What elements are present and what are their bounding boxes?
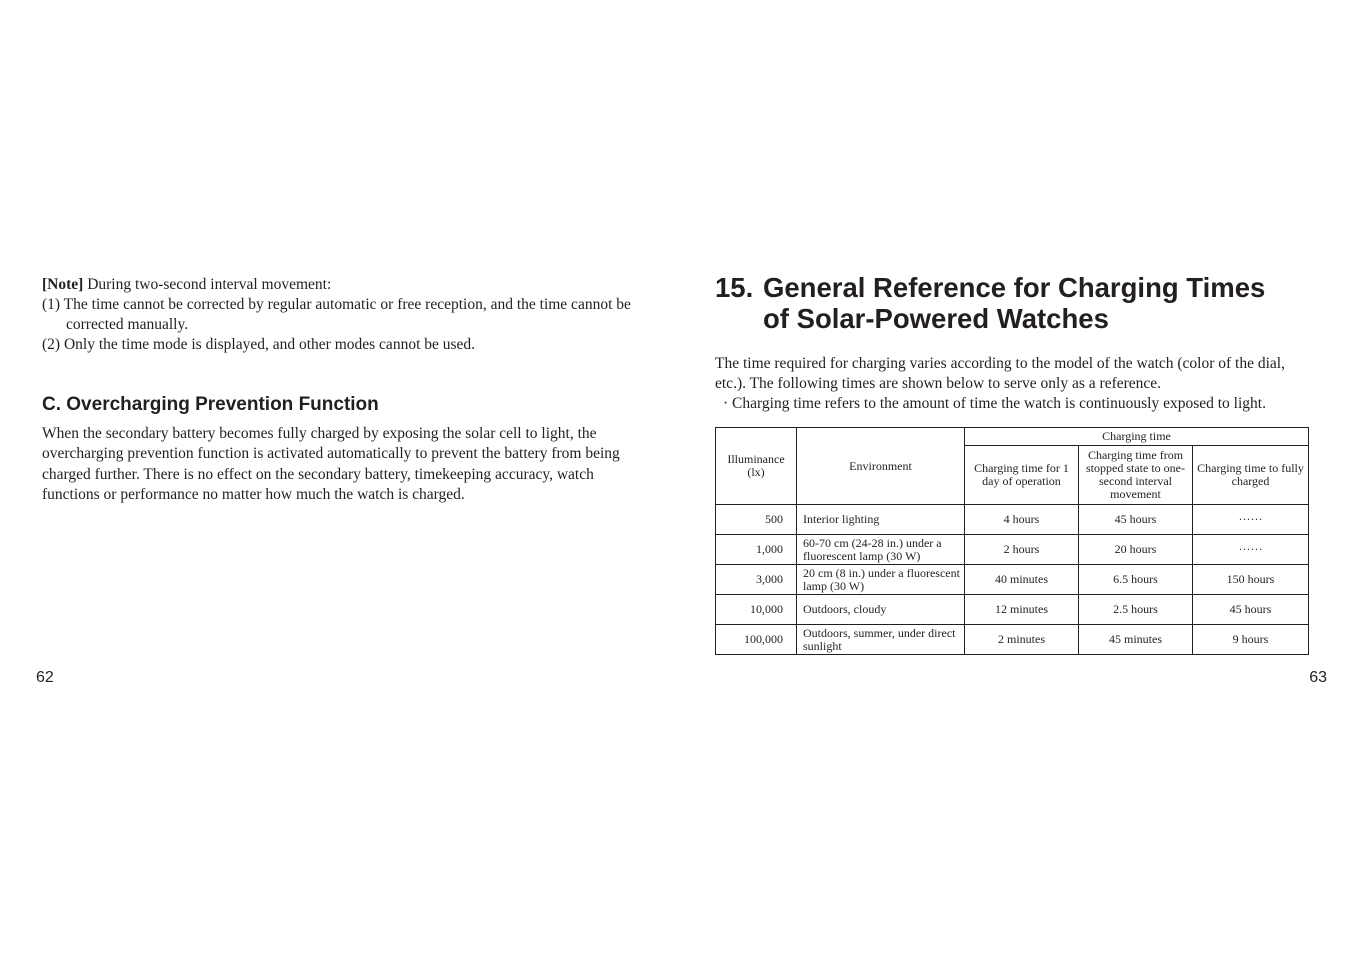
cell-one-day: 40 minutes (965, 565, 1079, 595)
chapter-title (715, 272, 1335, 334)
note-intro (42, 275, 642, 295)
cell-from-stopped: 20 hours (1079, 535, 1193, 565)
table-row (716, 625, 1309, 655)
cell-environment: Outdoors, cloudy (797, 595, 965, 625)
note-item-1: (1) The time cannot be corrected by regular automatic or free reception, and the time cannot be corrected manually. (42, 296, 631, 333)
cell-illuminance: 100,000 (716, 625, 797, 655)
cell-environment: Outdoors, summer, under direct sunlight (797, 625, 965, 655)
cell-illuminance: 3,000 (716, 565, 797, 595)
cell-from-stopped: 2.5 hours (1079, 595, 1193, 625)
section-heading: C. Overcharging Prevention Function (42, 394, 379, 415)
cell-fully-charged: ······ (1193, 505, 1309, 535)
header-illuminance: Illuminance (lx) (716, 428, 797, 505)
cell-one-day: 12 minutes (965, 595, 1079, 625)
left-page (0, 0, 675, 954)
table-row (716, 595, 1309, 625)
intro-block (715, 354, 1315, 414)
cell-environment: 20 cm (8 in.) under a fluorescent lamp (30 W) (797, 565, 965, 595)
intro-bullet: · Charging time refers to the amount of time the watch is continuously exposed to light. (723, 395, 1266, 412)
note-intro-text: During two-second interval movement: (83, 276, 332, 293)
intro-text: The time required for charging varies according to the model of the watch (color of the dial, etc.). The following times are shown below to serve only as a reference. (715, 355, 1285, 392)
table-row (716, 565, 1309, 595)
note-item-2: (2) Only the time mode is displayed, and other modes cannot be used. (42, 336, 476, 353)
cell-fully-charged: 9 hours (1193, 625, 1309, 655)
cell-from-stopped: 6.5 hours (1079, 565, 1193, 595)
charging-time-table (715, 427, 1309, 655)
right-page (675, 0, 1351, 954)
table-header-row (716, 428, 1309, 446)
cell-one-day: 2 hours (965, 535, 1079, 565)
section-body: When the secondary battery becomes fully charged by exposing the solar cell to light, the overcharging prevention function is activated automatically to prevent the battery from being charged further. There is no effect on the secondary battery, timekeeping accuracy, watch functions or performance no matter how much the watch is charged. (42, 425, 620, 503)
cell-from-stopped: 45 hours (1079, 505, 1193, 535)
cell-one-day: 4 hours (965, 505, 1079, 535)
chapter-title-line1: General Reference for Charging Times (763, 272, 1266, 303)
cell-one-day: 2 minutes (965, 625, 1079, 655)
header-environment: Environment (797, 428, 965, 505)
chapter-number: 15. (715, 272, 754, 303)
cell-fully-charged: 150 hours (1193, 565, 1309, 595)
cell-illuminance: 1,000 (716, 535, 797, 565)
cell-environment: Interior lighting (797, 505, 965, 535)
table-row (716, 535, 1309, 565)
header-one-day: Charging time for 1 day of operation (965, 446, 1079, 505)
cell-illuminance: 500 (716, 505, 797, 535)
note-label: [Note] (42, 276, 84, 293)
chapter-title-line2: of Solar-Powered Watches (763, 303, 1109, 334)
cell-illuminance: 10,000 (716, 595, 797, 625)
cell-environment: 60-70 cm (24-28 in.) under a fluorescent lamp (30 W) (797, 535, 965, 565)
header-charging-time: Charging time (965, 428, 1309, 446)
header-fully-charged: Charging time to fully charged (1193, 446, 1309, 505)
table-row (716, 505, 1309, 535)
note-block (42, 275, 642, 355)
page-number-left: 62 (36, 669, 54, 686)
page-number-right: 63 (1309, 669, 1327, 686)
cell-from-stopped: 45 minutes (1079, 625, 1193, 655)
cell-fully-charged: ······ (1193, 535, 1309, 565)
header-from-stopped: Charging time from stopped state to one-second interval movement (1079, 446, 1193, 505)
cell-fully-charged: 45 hours (1193, 595, 1309, 625)
